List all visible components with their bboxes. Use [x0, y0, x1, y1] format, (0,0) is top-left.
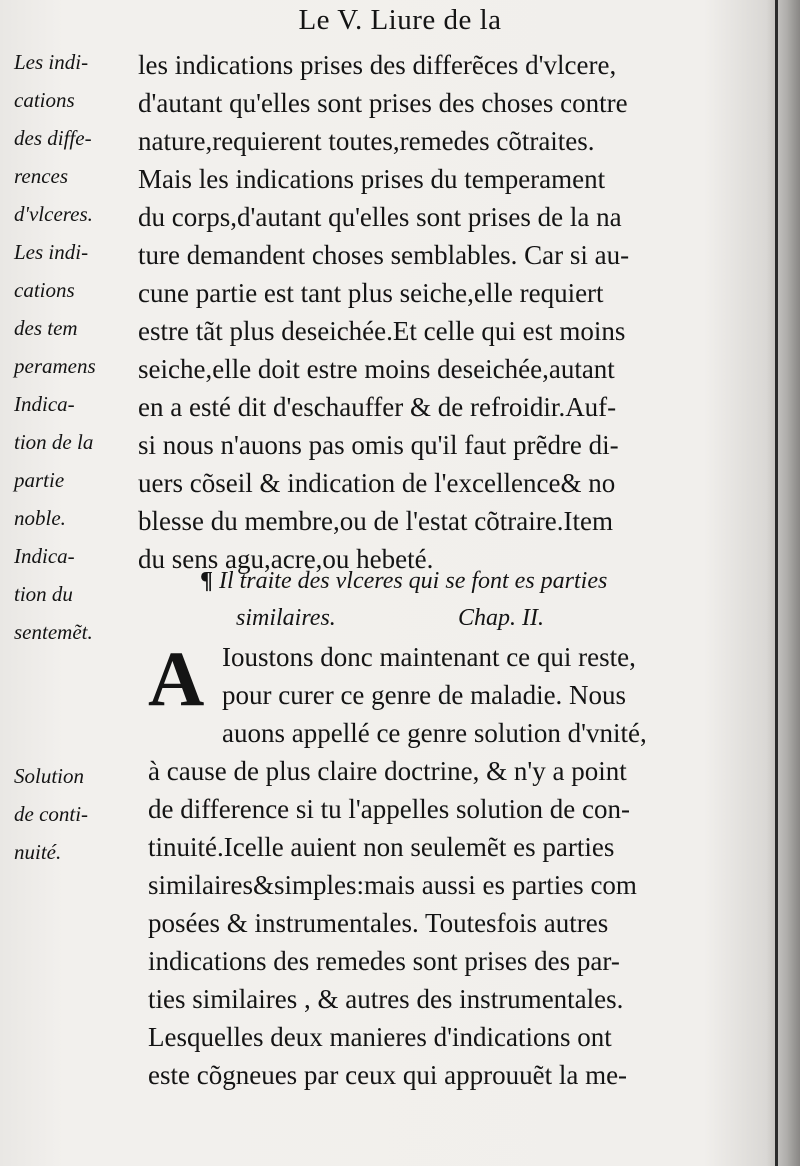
margin-note-line: peramens — [14, 354, 96, 378]
text-line: en a esté dit d'eschauffer & de refroidir.Auf- — [138, 392, 617, 422]
margin-note-line: sentemẽt. — [14, 620, 93, 644]
text-line: à cause de plus claire doctrine, & n'y a point — [148, 756, 627, 786]
margin-note-line: Indica- — [14, 544, 75, 568]
text-line: Lesquelles deux manieres d'indications ont — [148, 1022, 612, 1052]
chapter-heading-line1 — [200, 568, 607, 595]
text-line: pour curer ce genre de maladie. Nous — [222, 680, 627, 710]
text-line: les indications prises des differẽces d'vlcere, — [138, 50, 617, 80]
text-line: similaires&simples:mais aussi es parties com — [148, 870, 637, 900]
chapter-heading-line2-left: similaires. — [236, 605, 336, 631]
text-line: este cõgneues par ceux qui approuuẽt la me- — [148, 1060, 628, 1090]
margin-note-line: rences — [14, 164, 69, 188]
paragraph-mark-icon: ¶ — [200, 568, 213, 594]
text-line: seiche,elle doit estre moins deseichée,autant — [138, 354, 615, 384]
text-line: du corps,d'autant qu'elles sont prises de la na — [138, 202, 622, 232]
margin-note-line: Les indi- — [14, 240, 89, 264]
margin-note-line: Les indi- — [14, 50, 89, 74]
page-gutter-shadow — [766, 0, 800, 1166]
text-line: indications des remedes sont prises des par- — [148, 946, 620, 976]
margin-note-line: partie — [14, 468, 65, 492]
text-line: uers cõseil & indication de l'excellence& no — [138, 468, 616, 498]
chapter-number: Chap. II. — [458, 605, 544, 631]
drop-cap: A — [148, 635, 205, 722]
margin-note-line: tion de la — [14, 430, 94, 454]
margin-note-line: Solution — [14, 764, 85, 788]
margin-note-line: cations — [14, 88, 75, 112]
margin-note-line: des diffe- — [14, 126, 92, 150]
margin-note-line: des tem — [14, 316, 78, 340]
text-line: Mais les indications prises du temperament — [138, 164, 606, 194]
text-line: nature,requierent toutes,remedes cõtraites. — [138, 126, 595, 156]
margin-note-line: tion du — [14, 582, 73, 606]
page-edge — [775, 0, 778, 1166]
margin-note-line: nuité. — [14, 840, 62, 864]
margin-note-line: Indica- — [14, 392, 75, 416]
text-line: si nous n'auons pas omis qu'il faut prẽdre di- — [138, 430, 619, 460]
chapter-heading-text: Il traite des vlceres qui se font es parties — [218, 568, 608, 594]
text-line: du sens agu,acre,ou hebeté. — [138, 544, 434, 574]
margin-note-line: noble. — [14, 506, 66, 530]
text-line: posées & instrumentales. Toutesfois autres — [148, 908, 609, 938]
text-line: auons appellé ce genre solution d'vnité, — [222, 718, 647, 748]
text-line: cune partie est tant plus seiche,elle requiert — [138, 278, 604, 308]
text-line: tinuité.Icelle auient non seulemẽt es parties — [148, 832, 615, 862]
text-line: Ioustons donc maintenant ce qui reste, — [222, 642, 636, 672]
text-line: estre tãt plus deseichée.Et celle qui est moins — [138, 316, 626, 346]
text-line: blesse du membre,ou de l'estat cõtraire.Item — [138, 506, 613, 536]
margin-note-line: de conti- — [14, 802, 89, 826]
text-line: d'autant qu'elles sont prises des choses contre — [138, 88, 628, 118]
text-line: ties similaires , & autres des instrumentales. — [148, 984, 624, 1014]
margin-note-line: cations — [14, 278, 75, 302]
running-head: Le V. Liure de la — [298, 4, 502, 36]
margin-note-line: d'vlceres. — [14, 202, 93, 226]
text-line: ture demandent choses semblables. Car si au- — [138, 240, 630, 270]
text-line: de difference si tu l'appelles solution de con- — [148, 794, 630, 824]
